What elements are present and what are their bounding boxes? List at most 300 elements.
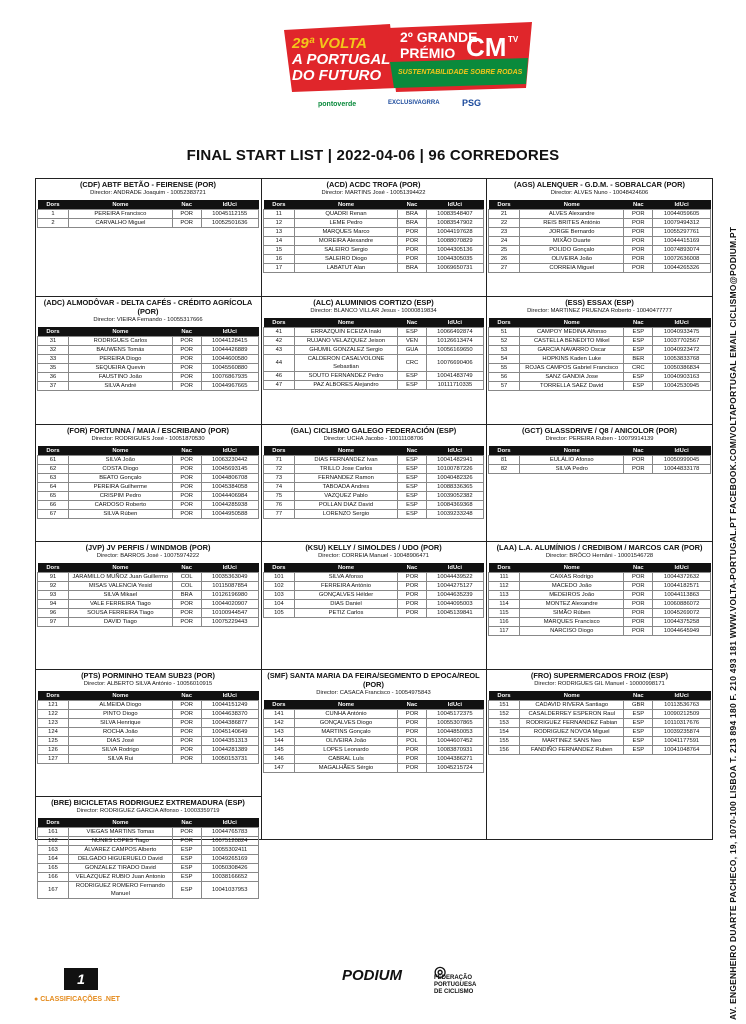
- rider-nation: ESP: [172, 855, 201, 864]
- rider-uci-id: 10041048764: [653, 746, 711, 755]
- column-header-nac: Nac: [172, 446, 201, 456]
- team-block: [263, 543, 484, 618]
- rider-name: SALEIRO Diogo: [294, 255, 397, 264]
- rider-nation: POR: [172, 219, 201, 228]
- logo-text-right3: SUSTENTABILIDADE SOBRE RODAS: [398, 69, 523, 76]
- rider-nation: POR: [624, 591, 653, 600]
- rider-nation: POR: [172, 346, 201, 355]
- team-block: [37, 671, 259, 764]
- rider-number: 123: [38, 719, 69, 728]
- rider-nation: ESP: [398, 501, 427, 510]
- rider-uci-id: 10044375258: [653, 618, 711, 627]
- rider-number: 124: [38, 728, 69, 737]
- rider-number: 72: [264, 465, 295, 474]
- rider-name: COSTA Diogo: [68, 465, 172, 474]
- column-header-id: IdUci: [201, 327, 258, 337]
- rider-nation: POR: [172, 719, 201, 728]
- rider-number: 11: [264, 210, 295, 219]
- rider-uci-id: 10045693145: [201, 465, 258, 474]
- rider-nation: ESP: [398, 372, 427, 381]
- rider-uci-id: 10040923472: [653, 346, 711, 355]
- rider-uci-id: 10075229443: [201, 618, 258, 627]
- rider-name: CORREIA Miguel: [520, 264, 624, 273]
- column-header-nome: Nome: [520, 563, 624, 573]
- rider-uci-id: 10044850053: [426, 728, 483, 737]
- table-row: [489, 337, 711, 346]
- rider-name: CALDERON CASALVOLONE Sebastian: [294, 355, 397, 372]
- rider-uci-id: 10110317676: [653, 719, 711, 728]
- grid-divider: [35, 796, 261, 797]
- table-row: [489, 264, 711, 273]
- rider-nation: GUA: [398, 346, 427, 355]
- rider-nation: POR: [398, 764, 427, 773]
- team-name: (FOR) FORTUNNA / MAIA / ESCRIBANO (POR): [66, 426, 230, 435]
- rider-nation: BER: [624, 355, 653, 364]
- rider-table: [37, 446, 259, 519]
- column-header-id: IdUci: [653, 563, 711, 573]
- rider-uci-id: 10039233248: [426, 510, 483, 519]
- column-header-nac: Nac: [172, 563, 201, 573]
- federation-logo: [434, 963, 477, 996]
- rider-uci-id: 10100944547: [201, 609, 258, 618]
- column-header-nac: Nac: [398, 563, 427, 573]
- rider-name: RODRIGUEZ FERNANDEZ Fabian: [520, 719, 624, 728]
- table-row: [38, 737, 259, 746]
- rider-number: 162: [38, 837, 69, 846]
- rider-uci-id: 10044305035: [426, 255, 483, 264]
- rider-uci-id: 10044950588: [201, 510, 258, 519]
- rider-number: 81: [489, 456, 520, 465]
- rider-uci-id: 10045112155: [201, 210, 258, 219]
- column-header-dors: Dors: [38, 563, 69, 573]
- rider-name: GONÇALVES Hélder: [294, 591, 397, 600]
- page-number: 1: [64, 968, 98, 990]
- rider-number: 112: [489, 582, 520, 591]
- rider-number: 73: [264, 474, 295, 483]
- rider-name: ERRAZQUIN ECEIZA Inaki: [294, 328, 397, 337]
- rider-nation: POR: [172, 837, 201, 846]
- rider-uci-id: 10045269072: [653, 609, 711, 618]
- logo-text-right1: 2º GRANDE: [400, 29, 478, 45]
- rider-uci-id: 10044426889: [201, 346, 258, 355]
- table-row: [38, 701, 259, 710]
- rider-name: TABOADA Andres: [294, 483, 397, 492]
- table-row: [489, 228, 711, 237]
- rider-nation: POR: [624, 255, 653, 264]
- team-director: Director: BRÔCO Hernâni - 10001546728: [545, 553, 654, 559]
- rider-nation: ESP: [398, 492, 427, 501]
- team-name: (KSU) KELLY / SIMOLDES / UDO (POR): [305, 543, 442, 552]
- column-header-dors: Dors: [489, 691, 520, 701]
- rider-name: SILVA Henrique: [68, 719, 172, 728]
- rider-name: CAMPOY MEDINA Alfonso: [520, 328, 624, 337]
- column-header-nome: Nome: [68, 200, 172, 210]
- rider-uci-id: 10055307865: [426, 719, 483, 728]
- rider-number: 52: [489, 337, 520, 346]
- rider-number: 23: [489, 228, 520, 237]
- table-row: [264, 210, 484, 219]
- rider-number: 142: [264, 719, 295, 728]
- rider-table: [488, 691, 711, 755]
- rider-uci-id: 10044095003: [426, 600, 483, 609]
- table-row: [264, 591, 484, 600]
- rider-name: DIAS FERNANDEZ Ivan: [294, 456, 397, 465]
- rider-name: FAUSTINO João: [68, 373, 172, 382]
- column-header-nome: Nome: [520, 446, 624, 456]
- rider-uci-id: 10075120824: [201, 837, 258, 846]
- column-header-dors: Dors: [38, 446, 69, 456]
- table-header-row: [264, 563, 484, 573]
- rider-nation: ESP: [624, 737, 653, 746]
- team-name: (JVP) JV PERFIS / WINDMOB (POR): [85, 543, 211, 552]
- rider-number: 94: [38, 600, 69, 609]
- column-header-dors: Dors: [489, 446, 520, 456]
- team-director: Director: PEREIRA Ruben - 10079914139: [545, 436, 654, 442]
- rider-uci-id: 10044197628: [426, 228, 483, 237]
- table-row: [38, 873, 259, 882]
- rider-number: 46: [264, 372, 295, 381]
- table-row: [264, 573, 484, 582]
- rider-number: 1: [38, 210, 69, 219]
- table-row: [38, 591, 259, 600]
- rider-table: [37, 563, 259, 627]
- table-row: [264, 465, 484, 474]
- team-block: [263, 426, 484, 519]
- rider-number: 151: [489, 701, 520, 710]
- rider-name: NARCISO Diogo: [520, 627, 624, 636]
- table-row: [489, 728, 711, 737]
- rider-name: RODRIGUES Carlos: [68, 337, 172, 346]
- team-block: [37, 298, 259, 391]
- table-header-row: [38, 818, 259, 828]
- table-row: [38, 364, 259, 373]
- column-header-nac: Nac: [398, 446, 427, 456]
- rider-nation: POR: [172, 609, 201, 618]
- column-header-id: IdUci: [653, 200, 711, 210]
- rider-nation: POR: [624, 228, 653, 237]
- rider-nation: POR: [624, 582, 653, 591]
- column-header-id: IdUci: [201, 691, 258, 701]
- rider-uci-id: 10045140649: [201, 728, 258, 737]
- rider-nation: ESP: [624, 719, 653, 728]
- table-row: [489, 373, 711, 382]
- rider-name: VIEGAS MARTINS Tomas: [68, 828, 172, 837]
- column-header-id: IdUci: [653, 691, 711, 701]
- rider-table: [263, 446, 484, 519]
- rider-nation: POR: [172, 483, 201, 492]
- table-row: [264, 246, 484, 255]
- rider-name: CRISPIM Pedro: [68, 492, 172, 501]
- logo-text-line2: A PORTUGAL: [292, 51, 391, 68]
- rider-number: 153: [489, 719, 520, 728]
- rider-name: VELAZQUEZ RUBIO Juan Antonio: [68, 873, 172, 882]
- column-header-id: IdUci: [653, 446, 711, 456]
- table-row: [38, 337, 259, 346]
- rider-name: MARQUES Francisco: [520, 618, 624, 627]
- rider-name: TRILLO Jose Carlos: [294, 465, 397, 474]
- table-row: [38, 719, 259, 728]
- rider-uci-id: 10044386271: [426, 755, 483, 764]
- rider-uci-id: 10040482326: [426, 474, 483, 483]
- team-block: [488, 671, 711, 755]
- team-name: (ADC) ALMODÔVAR - DELTA CAFÉS - CRÉDITO AGRÍCOLA (POR): [43, 298, 253, 316]
- rider-uci-id: 10039235874: [653, 728, 711, 737]
- rider-uci-id: 10044635239: [426, 591, 483, 600]
- rider-name: CUNHA António: [294, 710, 397, 719]
- rider-number: 154: [489, 728, 520, 737]
- column-header-id: IdUci: [426, 700, 483, 710]
- rider-number: 2: [38, 219, 69, 228]
- rider-name: FERREIRA António: [294, 582, 397, 591]
- rider-name: CASALDERREY ESPERON Raul: [520, 710, 624, 719]
- rider-number: 141: [264, 710, 295, 719]
- rider-nation: POR: [398, 591, 427, 600]
- rider-nation: POR: [398, 746, 427, 755]
- rider-nation: POR: [624, 246, 653, 255]
- rider-nation: ESP: [172, 873, 201, 882]
- rider-name: OLIVEIRA João: [294, 737, 397, 746]
- column-header-dors: Dors: [264, 563, 295, 573]
- grid-divider: [35, 669, 713, 670]
- table-row: [489, 456, 711, 465]
- team-director: Director: VIEIRA Fernando - 10055317666: [93, 317, 203, 323]
- rider-number: 155: [489, 737, 520, 746]
- rider-number: 143: [264, 728, 295, 737]
- rider-uci-id: 10035363049: [201, 573, 258, 582]
- sponsor-3: PSG: [462, 98, 482, 108]
- rider-table: [37, 327, 259, 391]
- rider-nation: ESP: [172, 846, 201, 855]
- rider-uci-id: 10044833178: [653, 465, 711, 474]
- team-director: Director: ANDRADE Joaquim - 10052383721: [90, 190, 206, 196]
- table-header-row: [489, 563, 711, 573]
- table-row: [264, 501, 484, 510]
- table-row: [38, 882, 259, 899]
- rider-number: 12: [264, 219, 295, 228]
- rider-uci-id: 10045560880: [201, 364, 258, 373]
- rider-nation: POR: [172, 737, 201, 746]
- rider-nation: COL: [172, 573, 201, 582]
- rider-uci-id: 10044020907: [201, 600, 258, 609]
- rider-table: [263, 563, 484, 618]
- team-director: Director: BARROS José - 10075974222: [96, 553, 200, 559]
- rider-nation: COL: [172, 582, 201, 591]
- table-row: [264, 710, 484, 719]
- rider-nation: ESP: [398, 474, 427, 483]
- rider-number: 27: [489, 264, 520, 273]
- table-row: [264, 755, 484, 764]
- rider-name: DIAS José: [68, 737, 172, 746]
- rider-uci-id: 10040933475: [653, 328, 711, 337]
- rider-number: 71: [264, 456, 295, 465]
- classificacoes-logo: [34, 996, 120, 1003]
- rider-number: 54: [489, 355, 520, 364]
- rider-nation: BRA: [172, 591, 201, 600]
- team-director: Director: MARTINS José - 10051394422: [321, 190, 426, 196]
- column-header-nome: Nome: [520, 691, 624, 701]
- federation-icon: ◎: [434, 963, 447, 979]
- table-row: [264, 328, 484, 337]
- team-name: (GAL) CICLISMO GALEGO FEDERACIÓN (ESP): [290, 426, 457, 435]
- rider-nation: POR: [624, 573, 653, 582]
- table-row: [489, 465, 711, 474]
- table-row: [264, 381, 484, 390]
- table-row: [38, 728, 259, 737]
- rider-name: RUJANO VELAZQUEZ Jeison: [294, 337, 397, 346]
- team-director: Director: ALVES Nuno - 10048424606: [550, 190, 649, 196]
- rider-name: QUADRI Renan: [294, 210, 397, 219]
- rider-name: ROCHA João: [68, 728, 172, 737]
- rider-uci-id: 10050386834: [653, 364, 711, 373]
- column-header-dors: Dors: [489, 200, 520, 210]
- rider-nation: POR: [172, 373, 201, 382]
- logo-tv: TV: [508, 35, 519, 44]
- rider-name: SILVA André: [68, 382, 172, 391]
- rider-name: SILVA Pedro: [520, 465, 624, 474]
- rider-number: 104: [264, 600, 295, 609]
- rider-number: 64: [38, 483, 69, 492]
- table-row: [489, 355, 711, 364]
- team-name: (FRO) SUPERMERCADOS FROIZ (ESP): [530, 671, 669, 680]
- rider-name: SOUSA FERREIRA Tiago: [68, 609, 172, 618]
- table-row: [264, 237, 484, 246]
- rider-uci-id: 10072636008: [653, 255, 711, 264]
- rider-nation: POR: [172, 382, 201, 391]
- table-row: [38, 373, 259, 382]
- rider-nation: POR: [624, 465, 653, 474]
- rider-name: SANZ GANDIA Jose: [520, 373, 624, 382]
- table-header-row: [489, 691, 711, 701]
- table-row: [38, 600, 259, 609]
- rider-nation: CRC: [398, 355, 427, 372]
- classificacoes-icon: ●: [34, 996, 39, 1003]
- table-row: [38, 609, 259, 618]
- rider-name: GHUMIL GONZALEZ Sergio: [294, 346, 397, 355]
- rider-uci-id: 10044967665: [201, 382, 258, 391]
- table-row: [489, 382, 711, 391]
- rider-nation: POR: [172, 828, 201, 837]
- rider-name: MISAS VALENCIA Yesid: [68, 582, 172, 591]
- rider-number: 44: [264, 355, 295, 372]
- rider-uci-id: 10079494312: [653, 219, 711, 228]
- rider-nation: ESP: [624, 373, 653, 382]
- column-header-nome: Nome: [68, 446, 172, 456]
- table-row: [489, 346, 711, 355]
- rider-uci-id: 10044607452: [426, 737, 483, 746]
- rider-uci-id: 10050999045: [653, 456, 711, 465]
- table-row: [38, 210, 259, 219]
- rider-name: SILVA Rui: [68, 755, 172, 764]
- table-row: [38, 346, 259, 355]
- rider-number: 144: [264, 737, 295, 746]
- rider-table: [263, 200, 484, 273]
- rider-nation: VEN: [398, 337, 427, 346]
- column-header-nac: Nac: [624, 200, 653, 210]
- rider-table: [37, 200, 259, 228]
- rider-uci-id: 10049265169: [201, 855, 258, 864]
- rider-nation: POR: [172, 465, 201, 474]
- column-header-id: IdUci: [426, 446, 483, 456]
- table-header-row: [38, 691, 259, 701]
- rider-nation: POR: [624, 264, 653, 273]
- rider-uci-id: 10041037953: [201, 882, 258, 899]
- rider-name: MAGALHÃES Sérgio: [294, 764, 397, 773]
- rider-uci-id: 10037702567: [653, 337, 711, 346]
- sponsor-1: pontoverde: [318, 101, 357, 108]
- table-row: [38, 573, 259, 582]
- table-row: [489, 746, 711, 755]
- rider-name: JORGE Bernardo: [520, 228, 624, 237]
- rider-number: 105: [264, 609, 295, 618]
- table-row: [489, 246, 711, 255]
- contact-sidebar: AV. ENGENHEIRO DUARTE PACHECO, 19, 1070-100 LISBOA T. 213 894 180 F. 210 493 181 WWW.VOLTA-PORTUGAL.PT FACEBOOK.COM/VOLTAPORTUGAL EMAIL CICLISMO@PODIUM.PT: [728, 226, 738, 1020]
- rider-nation: ESP: [172, 864, 201, 873]
- rider-table: [263, 318, 484, 390]
- team-block: [37, 180, 259, 228]
- rider-nation: ESP: [624, 346, 653, 355]
- rider-table: [263, 700, 484, 773]
- rider-uci-id: 10044765783: [201, 828, 258, 837]
- rider-number: 77: [264, 510, 295, 519]
- rider-nation: ESP: [624, 728, 653, 737]
- rider-number: 41: [264, 328, 295, 337]
- rider-name: CAIXAS Rodrigo: [520, 573, 624, 582]
- rider-name: GARCIA NAVARRO Oscar: [520, 346, 624, 355]
- rider-number: 147: [264, 764, 295, 773]
- rider-name: PINTO Diogo: [68, 710, 172, 719]
- rider-table: [488, 563, 711, 636]
- logo-text-line3: DO FUTURO: [292, 67, 382, 84]
- team-block: [263, 180, 484, 273]
- column-header-nac: Nac: [624, 446, 653, 456]
- rider-number: 14: [264, 237, 295, 246]
- rider-number: 103: [264, 591, 295, 600]
- table-header-row: [489, 446, 711, 456]
- column-header-nome: Nome: [520, 200, 624, 210]
- rider-nation: POR: [172, 474, 201, 483]
- team-name: (BRE) BICICLETAS RODRIGUEZ EXTREMADURA (ESP): [51, 798, 245, 807]
- team-director: Director: RODRIGUES GIL Manuel - 10000998171: [534, 681, 665, 687]
- column-header-nome: Nome: [68, 563, 172, 573]
- team-director: Director: CORREIA Manuel - 10048906471: [318, 553, 429, 559]
- rider-name: MARTINEZ SANS Neo: [520, 737, 624, 746]
- table-row: [264, 609, 484, 618]
- rider-name: CADAVID RIVERA Santiago: [520, 701, 624, 710]
- rider-uci-id: 10038166652: [201, 873, 258, 882]
- rider-name: POLLAN DIAZ David: [294, 501, 397, 510]
- table-row: [489, 237, 711, 246]
- rider-number: 17: [264, 264, 295, 273]
- table-row: [38, 382, 259, 391]
- rider-number: 156: [489, 746, 520, 755]
- rider-uci-id: 10100787226: [426, 465, 483, 474]
- rider-uci-id: 10063230442: [201, 456, 258, 465]
- rider-number: 115: [489, 609, 520, 618]
- federation-line2: PORTUGUESA: [434, 982, 477, 988]
- rider-name: LABATUT Alan: [294, 264, 397, 273]
- event-logo: [270, 22, 542, 118]
- rider-uci-id: 10044406984: [201, 492, 258, 501]
- rider-nation: POR: [624, 600, 653, 609]
- rider-name: BEATO Gonçalo: [68, 474, 172, 483]
- rider-nation: ESP: [172, 882, 201, 899]
- rider-number: 97: [38, 618, 69, 627]
- rider-name: FERNANDEZ Ramon: [294, 474, 397, 483]
- column-header-dors: Dors: [264, 318, 295, 328]
- rider-number: 82: [489, 465, 520, 474]
- rider-uci-id: 10044638370: [201, 710, 258, 719]
- team-director: Director: RODRIGUEZ GARCIA Alfonso - 10003359719: [76, 808, 220, 814]
